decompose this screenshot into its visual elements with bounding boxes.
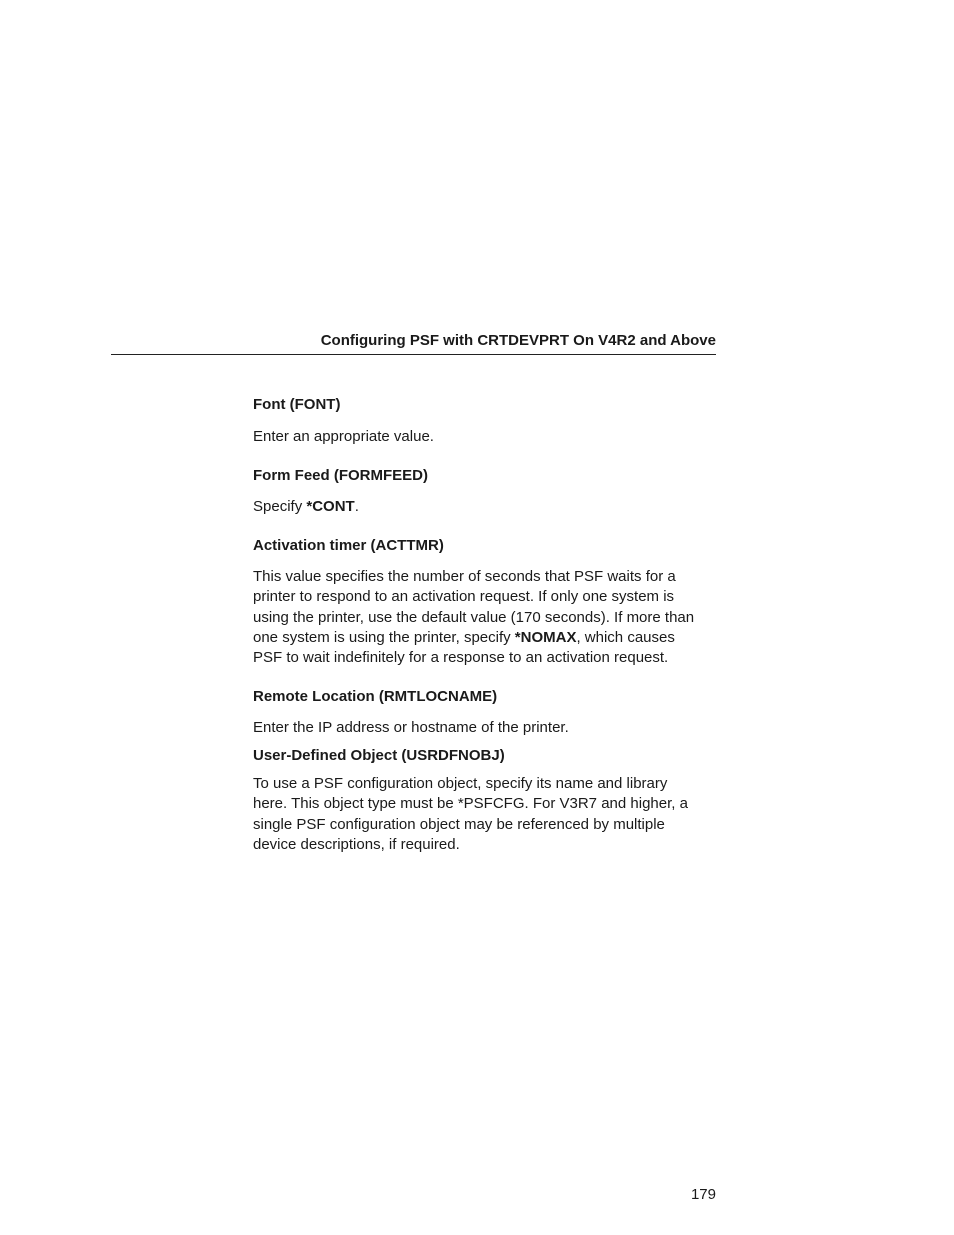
body-line: Enter an appropriate value. xyxy=(253,428,434,445)
body-line xyxy=(253,628,723,648)
body-line: This value specifies the number of seconds that PSF waits for a xyxy=(253,568,676,585)
section-body-usrdfnobj xyxy=(253,774,723,855)
text-run: Specify xyxy=(253,498,307,515)
section-body-formfeed xyxy=(253,497,723,517)
section-heading-formfeed: Form Feed (FORMFEED) xyxy=(253,467,428,484)
section-heading-acttmr: Activation timer (ACTTMR) xyxy=(253,537,444,554)
section-body-acttmr xyxy=(253,567,723,668)
body-line: PSF to wait indefinitely for a response to an activation request. xyxy=(253,649,669,667)
body-line: To use a PSF configuration object, specify its name and library xyxy=(253,775,668,792)
body-line: Enter the IP address or hostname of the printer. xyxy=(253,719,569,736)
keyword-cont: *CONT xyxy=(306,498,355,515)
body-line: device descriptions, if required. xyxy=(253,835,460,853)
body-line: here. This object type must be *PSFCFG. For V3R7 and higher, a xyxy=(253,795,688,813)
page-number: 179 xyxy=(690,1186,716,1203)
section-heading-usrdfnobj: User-Defined Object (USRDFNOBJ) xyxy=(253,747,505,764)
section-heading-rmtlocname: Remote Location (RMTLOCNAME) xyxy=(253,688,498,705)
header-rule xyxy=(111,354,716,355)
section-heading-font: Font (FONT) xyxy=(253,396,341,413)
body-line: printer to respond to an activation request. If only one system is xyxy=(253,588,675,606)
body-line: using the printer, use the default value (170 seconds). If more than xyxy=(253,608,695,626)
section-body-rmtlocname xyxy=(253,718,723,738)
body-line: single PSF configuration object may be referenced by multiple xyxy=(253,815,665,833)
body-line xyxy=(253,497,723,517)
text-run: . xyxy=(354,498,359,515)
running-header-title: Configuring PSF with CRTDEVPRT On V4R2 and Above xyxy=(320,332,716,349)
text-run: one system is using the printer, specify xyxy=(253,628,515,646)
keyword-nomax: *NOMAX xyxy=(514,628,577,646)
text-run: , which causes xyxy=(576,628,675,646)
section-body-font xyxy=(253,427,723,447)
